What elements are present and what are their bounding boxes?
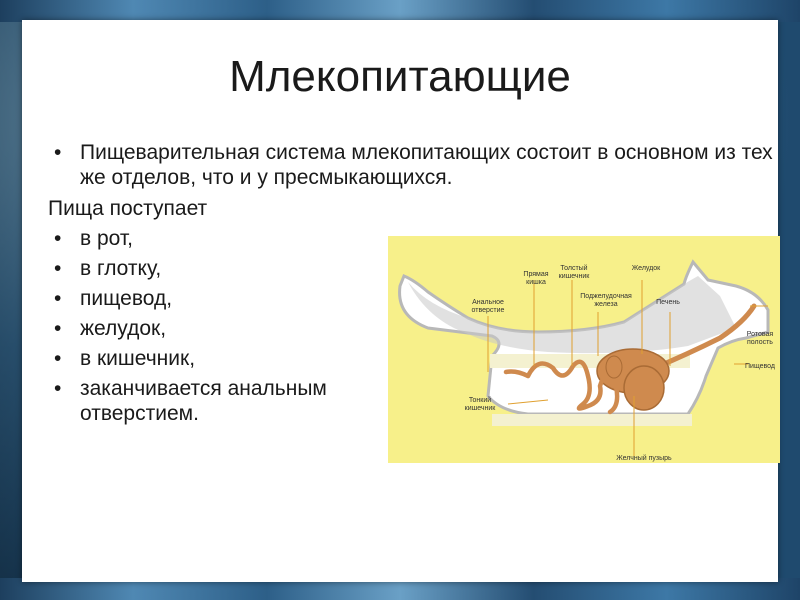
lead-text: Пища поступает — [48, 197, 208, 220]
slide — [22, 20, 778, 582]
pancreas-label-1: Поджелудочная — [580, 293, 632, 300]
liver-organ — [624, 366, 664, 410]
large-intestine-label-1: Толстый — [560, 265, 588, 272]
intro-bullet: • Пищеварительная система млекопитающих состоит в основном из тех же отделов, что и у пресмыкающихся. — [48, 140, 788, 190]
rectum-label-1: Прямая — [523, 271, 549, 278]
digestive-system-diagram — [388, 236, 780, 463]
pancreas-organ — [606, 356, 622, 378]
path-item-pharynx: • в глотку, — [48, 256, 788, 281]
anal-opening-label-1: Анальное — [472, 299, 504, 306]
path-item-stomach: • желудок, — [48, 316, 788, 341]
cat-belly-band-lower — [492, 414, 692, 426]
small-intestine-label-2: кишечник — [464, 405, 496, 412]
large-intestine-label-2: кишечник — [558, 273, 590, 280]
gallbladder-label: Желчный пузырь — [616, 455, 672, 462]
path-item-intestine: • в кишечник, — [48, 346, 788, 371]
mouth-label-1: Ротовая — [746, 331, 774, 338]
anal-opening-label-2: отверстие — [471, 307, 505, 314]
esophagus-label: Пищевод — [745, 363, 775, 370]
liver-label: Печень — [656, 299, 680, 306]
slide-title: Млекопитающие — [229, 52, 571, 101]
rectum-label-2: кишка — [526, 279, 546, 286]
path-item-mouth: • в рот, — [48, 226, 788, 251]
small-intestine-label-1: Тонкий — [468, 397, 492, 404]
top-decor-strip — [0, 0, 800, 22]
mouth-label-2: полость — [747, 339, 773, 346]
pancreas-label-2: железа — [594, 301, 618, 308]
stomach-label: Желудок — [631, 265, 661, 272]
path-item-esophagus: • пищевод, — [48, 286, 788, 311]
path-item-anus: • заканчивается анальным отверстием. — [48, 376, 390, 426]
